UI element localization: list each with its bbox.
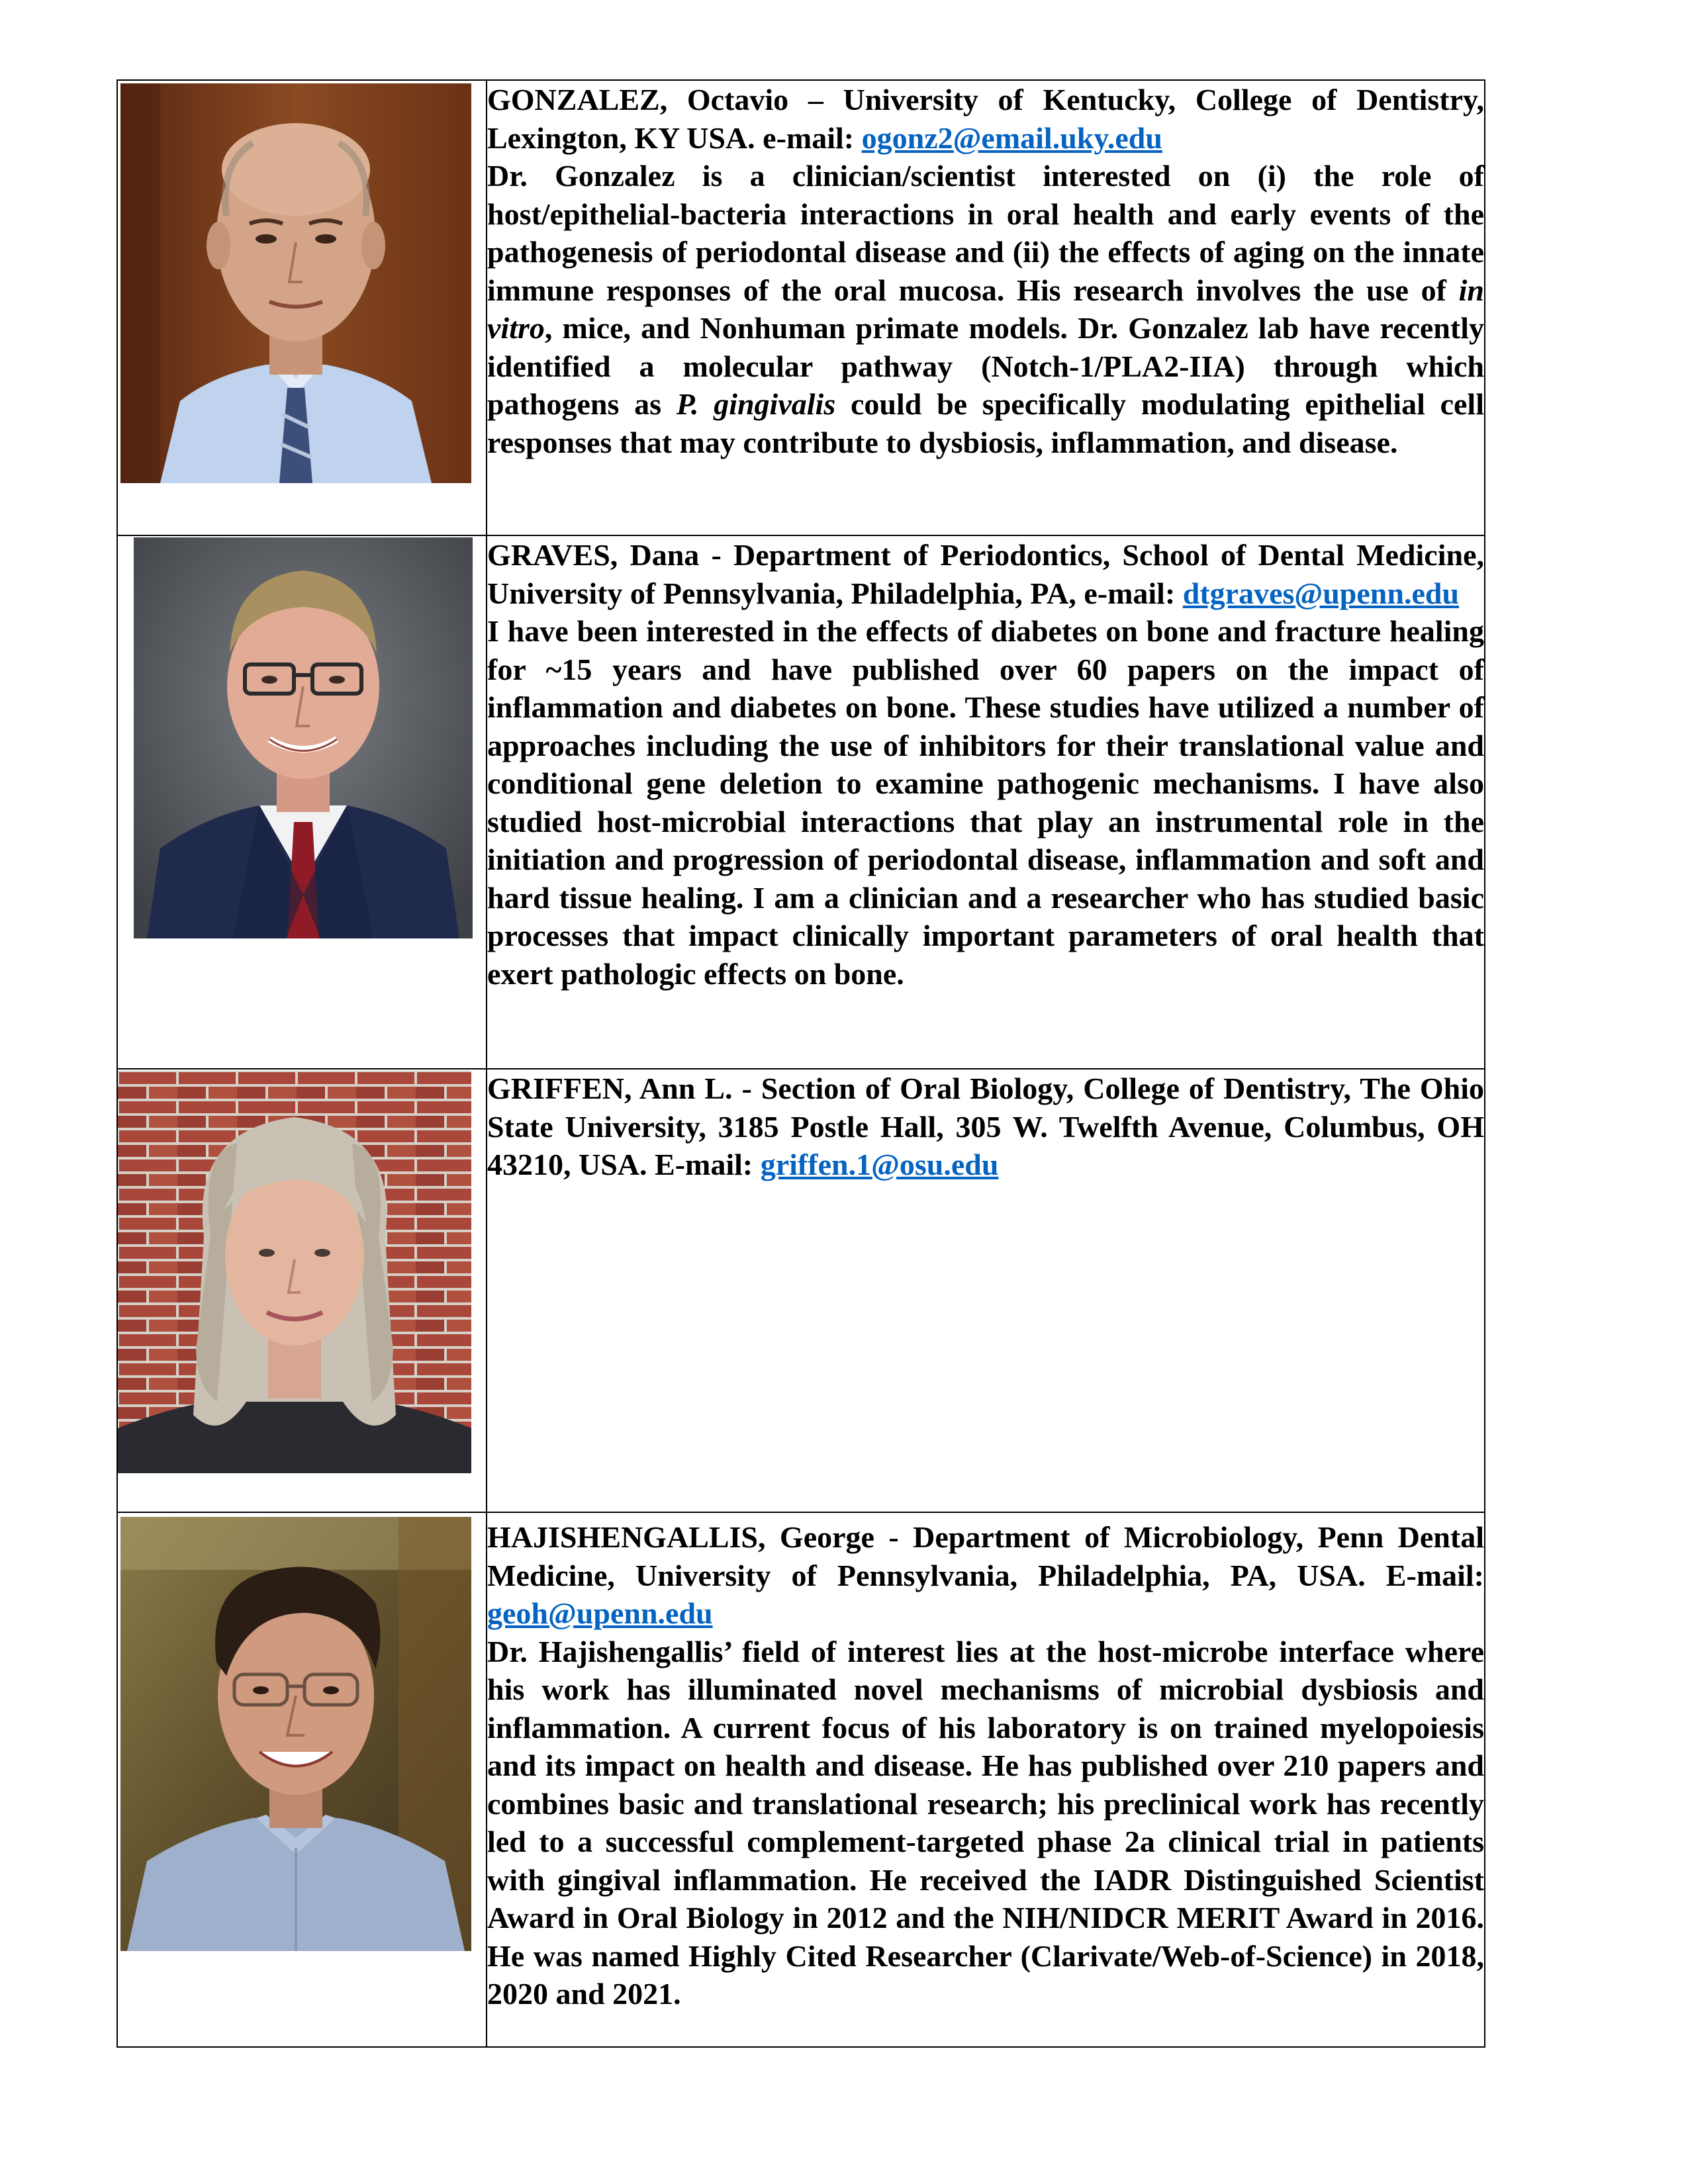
- bio-italic: in vitro: [487, 273, 1484, 345]
- bio-row-graves: [117, 535, 1485, 1069]
- photo-cell: [117, 535, 487, 1069]
- bio-body: Dr. Hajishengallis’ field of interest lies at the host-microbe interface where his work has illuminated novel mechanisms of microbial dysbiosis and inflammation. A current focus of his laboratory is on trained myelopoiesis and its impact on health and disease. He has published over 210 papers and combines basic and translational research; his preclinical work has recently led to a successful complement-targeted phase 2a clinical trial in patients with gingival inflammation. He received the IADR Distinguished Scientist Award in Oral Biology in 2012 and the NIH/NIDCR MERIT Award in 2016. He was named Highly Cited Researcher (Clarivate/Web-of-Science) in 2018, 2020 and 2021.: [487, 1634, 1484, 2011]
- bio-body: Dr. Gonzalez is a clinician/scientist interested on (i) the role of host/epithelial-bacteria interactions in oral health and early events of the pathogenesis of periodontal disease and (ii) the effects of aging on the innate immune responses of the oral mucosa. His research involves the use of: [487, 159, 1484, 307]
- email-link[interactable]: geoh@upenn.edu: [487, 1596, 713, 1630]
- portrait-gonzalez: [120, 83, 471, 483]
- bio-heading: GRIFFEN, Ann L. - Section of Oral Biology, College of Dentistry, The Ohio State University, 3185 Postle Hall, 305 W. Twelfth Avenue, Columbus, OH 43210, USA. E-mail:: [487, 1071, 1484, 1181]
- bio-body: I have been interested in the effects of diabetes on bone and fracture healing for ~15 years and have published over 60 papers on the impact of inflammation and diabetes on bone. These studies have utilized a number of approaches including the use of inhibitors for their translational value and conditional gene deletion to examine pathogenic mechanisms. I have also studied host-microbial interactions that play an instrumental role in the initiation and progression of periodontal disease, inflammation and soft and hard tissue healing. I am a clinician and a researcher who has studied basic processes that impact clinically important parameters of oral health that exert pathologic effects on bone.: [487, 614, 1484, 991]
- text-cell: [487, 1069, 1485, 1512]
- bio-body: , mice, and Nonhuman primate models. Dr. Gonzalez lab have recently identified a molecular pathway (Notch-1/PLA2-IIA) through which pathogens as: [487, 311, 1484, 421]
- bio-hajishengallis: [487, 1518, 1484, 2013]
- text-cell: [487, 80, 1485, 535]
- bio-body: could be specifically modulating epithelial cell responses that may contribute to dysbiosis, inflammation, and disease.: [487, 387, 1484, 459]
- bio-graves: [487, 536, 1484, 993]
- bio-row-hajishengallis: [117, 1512, 1485, 2047]
- bio-heading: HAJISHENGALLIS, George - Department of Microbiology, Penn Dental Medicine, University of Pennsylvania, Philadelphia, PA, USA. E-mail:: [487, 1520, 1484, 1592]
- portrait-hajishengallis: [120, 1517, 471, 1951]
- bio-griffen: [487, 1069, 1484, 1184]
- email-link[interactable]: griffen.1@osu.edu: [760, 1148, 999, 1181]
- email-link[interactable]: ogonz2@email.uky.edu: [861, 120, 1162, 155]
- text-cell: [487, 1512, 1485, 2047]
- portrait-graves: [134, 537, 473, 938]
- text-cell: [487, 535, 1485, 1069]
- bio-table: [117, 79, 1485, 2048]
- bio-italic: P. gingivalis: [676, 387, 836, 421]
- email-link[interactable]: dtgraves@upenn.edu: [1182, 576, 1460, 610]
- bio-row-griffen: [117, 1069, 1485, 1512]
- bio-heading: GONZALEZ, Octavio – University of Kentucky, College of Dentistry, Lexington, KY USA. e-mail:: [487, 83, 1484, 155]
- photo-cell: [117, 1512, 487, 2047]
- portrait-griffen: [118, 1071, 471, 1473]
- bio-gonzalez: [487, 81, 1484, 461]
- photo-cell: [117, 80, 487, 535]
- bio-row-gonzalez: [117, 80, 1485, 535]
- photo-cell: [117, 1069, 487, 1512]
- bio-heading: GRAVES, Dana - Department of Periodontics, School of Dental Medicine, University of Pennsylvania, Philadelphia, PA, e-mail:: [487, 538, 1484, 610]
